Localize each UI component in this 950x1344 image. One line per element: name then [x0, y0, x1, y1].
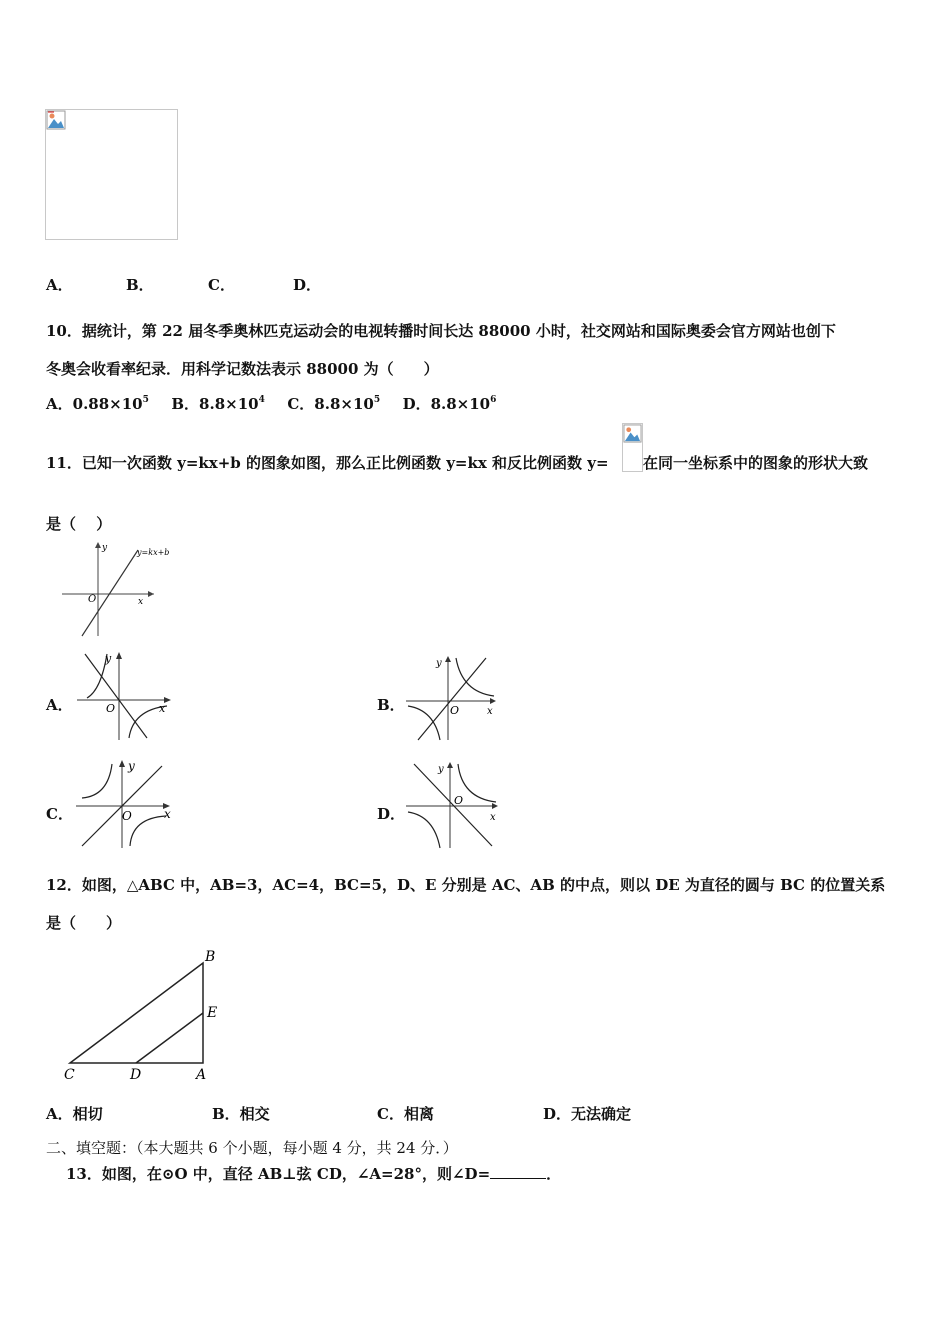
q11-origin: O [88, 594, 97, 605]
q11-option-d-graph [404, 760, 504, 850]
q10-option-b: B．$8.8\times 10^4$ [171, 395, 265, 413]
q11-d-origin: O [454, 794, 464, 807]
q11-c-origin: O [122, 809, 132, 823]
q11-axis-x: x [138, 597, 144, 607]
q11-axis-y: y [102, 543, 108, 553]
broken-image-icon [46, 110, 66, 130]
q11-c-axis-x: x [164, 807, 171, 821]
q9-option-c: C． [208, 276, 235, 294]
q11-graph-label: y=kx+b [137, 548, 170, 557]
q11-fraction-image-placeholder [622, 423, 643, 472]
q10-text-line1: 10．据统计，第 22 届冬季奥林匹克运动会的电视转播时间长达 88000 小时，社交网站和国际奥委会官方网站也创下 [46, 322, 836, 340]
q11-text-line1-part1: 11．已知一次函数 y=kx+b 的图象如图，那么正比例函数 y=kx 和反比例函数 y= [46, 454, 609, 472]
q11-option-c-label: C． [46, 805, 73, 823]
q9-option-b: B． [126, 276, 154, 294]
q11-b-origin: O [450, 704, 460, 717]
q11-linear-function-graph [60, 538, 170, 638]
q10-options [46, 393, 496, 414]
q11-option-d-label: D． [377, 805, 406, 823]
broken-image-icon [623, 424, 642, 443]
q13-question: 13．如图，在⊙O 中，直径 AB⊥弦 CD，∠A=28°，则∠D= [66, 1165, 491, 1183]
q11-option-c-graph [74, 758, 176, 850]
q10-option-a: A．$0.88\times 10^5$ [46, 395, 149, 413]
q11-d-axis-x: x [490, 812, 496, 823]
q11-option-a-label: A． [46, 696, 73, 714]
q10-option-c: C．$8.8\times 10^5$ [287, 395, 381, 413]
q11-text-line1-part2: 在同一坐标系中的图象的形状大致 [643, 454, 869, 472]
q12-option-b: B．相交 [212, 1105, 270, 1123]
q11-text-line2: 是（ ） [46, 515, 112, 533]
q11-a-axis-x: x [159, 702, 166, 715]
q12-option-c: C．相离 [377, 1105, 434, 1123]
q12-point-a: A [196, 1067, 207, 1083]
q12-point-e: E [207, 1005, 218, 1021]
q12-text-line1: 12．如图，△ABC 中，AB=3，AC=4，BC=5，D、E 分别是 AC、AB 的中点，则以 DE 为直径的圆与 BC 的位置关系 [46, 876, 886, 894]
q11-b-axis-y: y [436, 658, 442, 669]
q11-a-axis-y: y [105, 652, 112, 665]
q11-option-b-label: B． [377, 696, 405, 714]
q11-a-origin: O [106, 702, 116, 715]
q9-option-a: A． [46, 276, 73, 294]
q11-option-a-graph [75, 650, 175, 742]
q13-end: ． [546, 1165, 562, 1183]
q12-option-a: A．相切 [46, 1105, 103, 1123]
section-2-heading: 二、填空题：（本大题共 6 个小题，每小题 4 分，共 24 分．） [46, 1139, 458, 1157]
q12-point-b: B [205, 949, 216, 965]
q11-d-axis-y: y [438, 764, 444, 775]
q12-point-c: C [64, 1067, 75, 1083]
q11-option-b-graph [404, 654, 500, 742]
q10-option-d: D．$8.8\times 10^6$ [402, 395, 497, 413]
q9-figure-placeholder [45, 109, 178, 240]
q12-text-line2: 是（ ） [46, 914, 122, 932]
q11-c-axis-y: y [128, 759, 135, 773]
q13-text [66, 1163, 561, 1184]
q9-option-d: D． [293, 276, 322, 294]
q10-text-line2: 冬奥会收看率纪录．用科学记数法表示 88000 为（ ） [46, 360, 439, 378]
q12-point-d: D [130, 1067, 142, 1083]
q12-triangle-figure [60, 945, 225, 1085]
q11-b-axis-x: x [487, 706, 493, 717]
q13-answer-blank [490, 1166, 546, 1179]
q12-option-d: D．无法确定 [543, 1105, 632, 1123]
